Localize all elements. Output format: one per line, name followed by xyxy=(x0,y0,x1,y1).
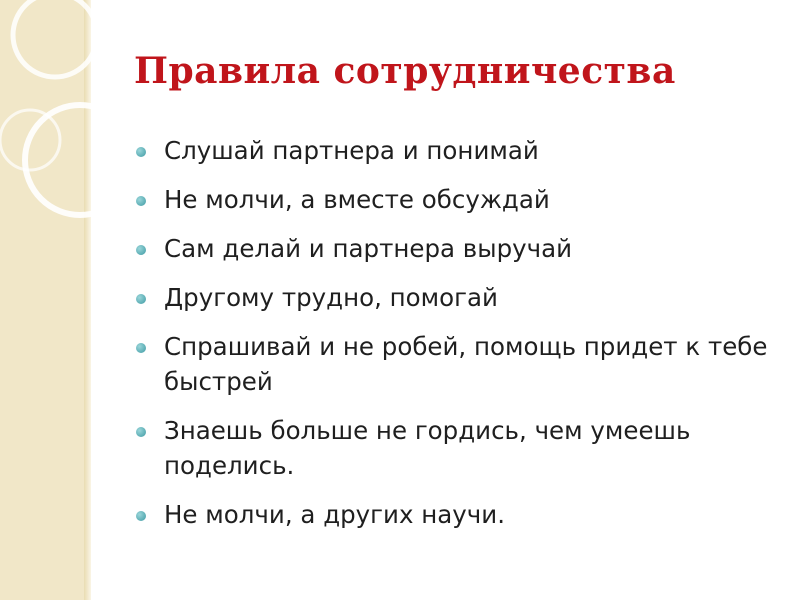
round-bullet-icon xyxy=(136,245,146,255)
round-bullet-icon xyxy=(136,196,146,206)
round-bullet-icon xyxy=(136,294,146,304)
rule-item xyxy=(132,413,782,483)
rule-item xyxy=(132,133,782,168)
rules-list xyxy=(132,133,782,546)
round-bullet-icon xyxy=(136,427,146,437)
rule-text: Другому трудно, помогай xyxy=(164,283,498,312)
rule-item xyxy=(132,280,782,315)
rule-item xyxy=(132,329,782,399)
rule-text: Слушай партнера и понимай xyxy=(164,136,539,165)
rule-item xyxy=(132,231,782,266)
rule-text: Не молчи, а других научи. xyxy=(164,500,505,529)
round-bullet-icon xyxy=(136,343,146,353)
rule-text: Сам делай и партнера выручай xyxy=(164,234,573,263)
slide-title: Правила сотрудничества xyxy=(134,50,676,92)
rule-item xyxy=(132,182,782,217)
rule-text: Знаешь больше не гордись, чем умеешь поделись. xyxy=(164,416,691,480)
rule-text: Спрашивай и не робей, помощь придет к тебе быстрей xyxy=(164,332,768,396)
rule-item xyxy=(132,497,782,532)
round-bullet-icon xyxy=(136,511,146,521)
round-bullet-icon xyxy=(136,147,146,157)
rule-text: Не молчи, а вместе обсуждай xyxy=(164,185,550,214)
